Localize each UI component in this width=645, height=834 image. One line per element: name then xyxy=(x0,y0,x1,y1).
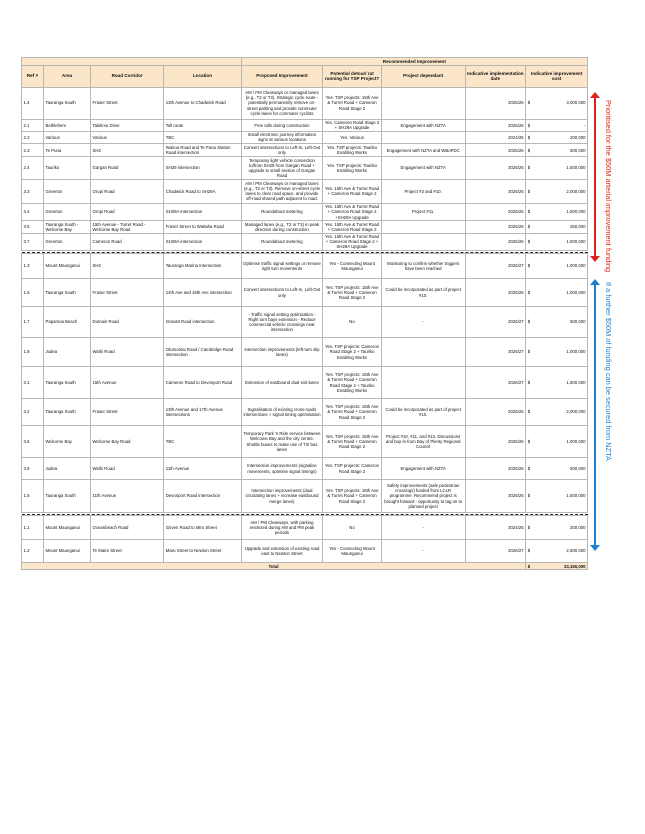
cell-ref: 1.2 xyxy=(22,540,44,563)
dashed-line xyxy=(22,513,588,516)
cell-detour: No xyxy=(323,516,382,540)
cell-date: 2025/26 xyxy=(465,119,526,131)
currency-symbol: $ xyxy=(527,438,531,444)
currency-symbol: $ xyxy=(527,224,531,230)
cost-value: 1,500,000 xyxy=(566,165,586,171)
cell-location: Girven Road to Miro Street xyxy=(164,516,241,540)
cell-location: Toll route xyxy=(164,119,241,131)
table-row xyxy=(22,540,588,563)
cell-detour: Yes. TSP projects: Tauriko Enabling Works xyxy=(323,144,382,157)
table-row xyxy=(22,119,588,131)
cell-area: Judea xyxy=(43,458,90,480)
table-row xyxy=(22,279,588,307)
cell-area: Greerton xyxy=(43,233,90,250)
cell-area: Tauranga South xyxy=(43,367,90,399)
cell-road-corridor: Gargan Road xyxy=(91,157,164,180)
cell-area: Bethlehem xyxy=(43,119,90,131)
table-row xyxy=(22,338,588,367)
cell-area: Mount Maunganui xyxy=(43,254,90,279)
cell-dependant xyxy=(381,367,465,399)
arrow-head-down-icon xyxy=(590,256,600,262)
cell-date: 2026/27 xyxy=(465,338,526,367)
cost-value: 2,000,000 xyxy=(566,409,586,415)
currency-symbol: $ xyxy=(527,349,531,355)
table-row xyxy=(22,131,588,143)
cell-cost xyxy=(526,119,588,131)
arrow-shaft xyxy=(594,284,596,546)
table-row xyxy=(22,203,588,220)
cell-ref: 3.8 xyxy=(22,458,44,480)
table-row xyxy=(22,516,588,540)
cell-road-corridor: 11th Avenue xyxy=(91,480,164,513)
cell-location: 13th Avenue and 17th Avenue intersections xyxy=(164,399,241,426)
arrow-head-down-icon xyxy=(590,545,600,551)
table-row xyxy=(22,87,588,119)
table-row xyxy=(22,480,588,513)
col-impl-date: Indicative implementation date xyxy=(465,65,526,87)
currency-symbol: $ xyxy=(527,165,531,171)
currency-symbol: $ xyxy=(527,147,531,153)
cell-ref: 1.5 xyxy=(22,480,44,513)
cell-proposed: Intersection improvements (left-turn slip lanes) xyxy=(241,338,323,367)
cell-date: 2025/26 xyxy=(465,179,526,203)
cell-proposed: Intersection improvements (signalise movements, optimise signal timings) xyxy=(241,458,323,480)
cell-ref: 3.2 xyxy=(22,399,44,426)
cell-date: 2024/25 xyxy=(465,516,526,540)
cell-road-corridor: Welcome Bay Road xyxy=(91,426,164,458)
cell-location: Chadwick Road to SH29A xyxy=(164,179,241,203)
cell-ref: 2.2 xyxy=(22,131,44,143)
cell-cost xyxy=(526,87,588,119)
cell-detour: Yes. TSP projects: 15th Ave & Turret Road + Cameron Road Stage 2 xyxy=(323,399,382,426)
currency-symbol: $ xyxy=(527,134,531,140)
cell-detour: Yes. 15th Ave & Turret Road + Cameron Road Stage 2 xyxy=(323,221,382,233)
cost-value: 1,500,000 xyxy=(566,209,586,215)
cell-detour: Yes. TSP projects: 15th Ave & Turret Road + Cameron Road Stage 2 + Tauriko Enabling Works xyxy=(323,367,382,399)
cell-ref: 3.3 xyxy=(22,179,44,203)
cell-road-corridor: Various xyxy=(91,131,164,143)
cell-proposed: Upgrade and extension of existing road east to Newton Street xyxy=(241,540,323,563)
cell-cost xyxy=(526,540,588,563)
cell-location: TBC xyxy=(164,426,241,458)
arrow-shaft xyxy=(594,97,596,257)
cell-dependant: Engagement with NZTA xyxy=(381,458,465,480)
currency-symbol: $ xyxy=(527,289,531,295)
cell-road-corridor: Oceanbeach Road xyxy=(91,516,164,540)
cell-cost xyxy=(526,254,588,279)
cell-road-corridor: Oropi Road xyxy=(91,179,164,203)
currency-symbol: $ xyxy=(527,548,531,554)
cell-location: 13th Avenue to Chadwick Road xyxy=(164,87,241,119)
table-row xyxy=(22,458,588,480)
col-detour: Potential detour/ rat running for TSP Project? xyxy=(323,65,382,87)
cell-road-corridor: 15th Avenue xyxy=(91,367,164,399)
cost-value: 2,500,000 xyxy=(566,548,586,554)
cell-cost xyxy=(526,144,588,157)
cell-location: 14th Ave and 16th Ave intersection xyxy=(164,279,241,307)
col-location: Location xyxy=(164,65,241,87)
cell-road-corridor: Domain Road xyxy=(91,307,164,338)
improvement-table-document xyxy=(21,57,588,570)
cell-date: 2025/26 xyxy=(465,157,526,180)
cell-detour: Yes - Connecting Mount Maunganui xyxy=(323,540,382,563)
cell-dependant: Could be incorporated as part of project #10. xyxy=(381,279,465,307)
table-row xyxy=(22,399,588,426)
cell-area: Papamoa Beach xyxy=(43,307,90,338)
cell-road-corridor: Takitimu Drive xyxy=(91,119,164,131)
cell-dependant xyxy=(381,233,465,250)
cost-value: 3,000,000 xyxy=(566,100,586,106)
cell-proposed: AM / PM Clearways, with parking restricted during AM and PM peak periods xyxy=(241,516,323,540)
side-note-priority: Prioritised for the $50M arterial improvement funding xyxy=(604,100,613,273)
cell-dependant: Engagement with NZTA xyxy=(381,157,465,180)
cell-area: Tauriko xyxy=(43,157,90,180)
cell-detour: Yes. TSP projects: Cameron Road Stage 2 xyxy=(323,458,382,480)
cell-cost xyxy=(526,426,588,458)
cell-location: TBC xyxy=(164,131,241,143)
col-proposed: Proposed Improvement xyxy=(241,65,323,87)
cell-road-corridor: Cameron Road xyxy=(91,233,164,250)
cell-dependant: Monitoring to confirm whether triggers have been reached xyxy=(381,254,465,279)
col-ref: Ref # xyxy=(22,65,44,87)
cell-location: 11th Avenue xyxy=(164,458,241,480)
cell-date: 2025/26 xyxy=(465,203,526,220)
cell-road-corridor: Waihi Road xyxy=(91,338,164,367)
cell-proposed: - Traffic signal setting optimisation - Right turn bays extension - Reduce commercial vehicle crossings near intersection xyxy=(241,307,323,338)
cell-detour: Yes. 15th Ave & Turret Road + Cameron Road Stage 2 xyxy=(323,179,382,203)
cell-detour: Yes. TSP projects: 15th Ave & Turret Road + Cameron Road Stage 2 xyxy=(323,87,382,119)
col-area: Area xyxy=(43,65,90,87)
col-cost: Indicative improvement cost xyxy=(526,65,588,87)
col-road-corridor: Road Corridor xyxy=(91,65,164,87)
cost-value: 1,500,000 xyxy=(566,379,586,385)
cell-cost xyxy=(526,233,588,250)
currency-symbol: $ xyxy=(527,319,531,325)
cell-road-corridor: Fraser Street xyxy=(91,399,164,426)
top-range-arrow xyxy=(590,92,600,262)
currency-symbol: $ xyxy=(527,493,531,499)
table-row xyxy=(22,254,588,279)
cell-road-corridor: Te Maire Street xyxy=(91,540,164,563)
currency-symbol: $ xyxy=(527,263,531,269)
cell-cost xyxy=(526,338,588,367)
cell-date: 2026/27 xyxy=(465,254,526,279)
cell-location: SH29A intersection xyxy=(164,233,241,250)
cell-proposed: Temporary light vehicle connection to/from SH29 from Gargan Road + upgrade to small section of Gargan Road xyxy=(241,157,323,180)
cell-location: Tauranga Marina Intersection xyxy=(164,254,241,279)
table-row xyxy=(22,221,588,233)
cell-date: 2026/27 xyxy=(465,367,526,399)
cell-area: Tauranga South - Welcome Bay xyxy=(43,221,90,233)
cell-dependant xyxy=(381,221,465,233)
cost-value: 1,000,000 xyxy=(566,438,586,444)
cell-detour: Yes. TSP projects: Cameron Road Stage 2 + Tauriko Enabling Works xyxy=(323,338,382,367)
cell-cost xyxy=(526,279,588,307)
cost-value: 1,000,000 xyxy=(566,349,586,355)
cost-value: - xyxy=(584,122,586,128)
cell-proposed: Intersection improvements (dual circulating lanes + increase eastbound merge lanes) xyxy=(241,480,323,513)
side-note-further-funding: If a further $50M of funding can be secured from NZTA xyxy=(604,282,613,461)
cell-detour: Yes. TSP projects: 15th Ave & Turret Road + Cameron Road Stage 2 xyxy=(323,480,382,513)
cell-cost xyxy=(526,131,588,143)
cell-date: 2025/26 xyxy=(465,87,526,119)
cell-road-corridor: SH2 xyxy=(91,144,164,157)
cell-dependant: Engagement with NZTA and WBoPDC xyxy=(381,144,465,157)
cell-area: Greerton xyxy=(43,179,90,203)
cell-date: 2025/26 xyxy=(465,233,526,250)
cell-location: Fraser Street to Waitaha Road xyxy=(164,221,241,233)
cost-value: 500,000 xyxy=(569,319,586,325)
improvement-table xyxy=(21,57,588,570)
cell-proposed: Convert intersections to Left-In, Left-Out only xyxy=(241,144,323,157)
cell-area: Welcome Bay xyxy=(43,426,90,458)
cell-area: Tauranga South xyxy=(43,87,90,119)
cell-proposed: Optimise traffic signal settings or remove right turn movements xyxy=(241,254,323,279)
total-label: Total xyxy=(22,563,526,570)
cost-value: 1,000,000 xyxy=(566,263,586,269)
cell-road-corridor: SH2 xyxy=(91,254,164,279)
cell-area: Tauranga South xyxy=(43,480,90,513)
cost-value: 1,500,000 xyxy=(566,239,586,245)
cell-detour: Yes. TSP projects: Tauriko Enabling Works xyxy=(323,157,382,180)
cell-proposed: Temporary Park 'n Ride service between Welcome Bay and the city centre. Shuttle buses to make use of T3/ bus lanes xyxy=(241,426,323,458)
cell-area: Tauranga South xyxy=(43,279,90,307)
cell-detour: Yes - Connecting Mount Maunganui xyxy=(323,254,382,279)
cell-cost xyxy=(526,563,588,570)
cell-ref: 2.4 xyxy=(22,157,44,180)
cell-ref: 2.3 xyxy=(22,144,44,157)
cell-detour: Yes. Various xyxy=(323,131,382,143)
cell-cost xyxy=(526,516,588,540)
cell-date: 2025/26 xyxy=(465,426,526,458)
currency-symbol: $ xyxy=(527,524,531,530)
cell-ref: 1.3 xyxy=(22,254,44,279)
cell-road-corridor: 15th Avenue - Turret Road - Welcome Bay Road xyxy=(91,221,164,233)
header-blank xyxy=(22,58,242,66)
cell-road-corridor: Fraser Street xyxy=(91,279,164,307)
cell-location: Cameron Road to Devonport Road xyxy=(164,367,241,399)
cell-proposed: Convert intersections to Left-In, Left-Out only xyxy=(241,279,323,307)
cell-road-corridor: Waihi Road xyxy=(91,458,164,480)
col-dependant: Project dependant xyxy=(381,65,465,87)
cell-cost xyxy=(526,179,588,203)
currency-symbol: $ xyxy=(527,563,531,569)
cell-area: Judea xyxy=(43,338,90,367)
cell-date: 2025/26 xyxy=(465,279,526,307)
cell-detour: No xyxy=(323,307,382,338)
cell-ref: 3.7 xyxy=(22,233,44,250)
total-row xyxy=(22,563,588,570)
cell-location: Gravatt Road intersection xyxy=(164,307,241,338)
cost-value: 2,000,000 xyxy=(566,188,586,194)
dashed-line xyxy=(22,251,588,254)
cell-proposed: AM / PM Clearways or managed lanes (e.g., T2 or T3). Strategic cycle route - potentially permanently remove on-street parking and provide commuter cycle lanes for commuter cyclists xyxy=(241,87,323,119)
cell-cost xyxy=(526,307,588,338)
cell-date: 2024/25 xyxy=(465,131,526,143)
dashed-separator xyxy=(22,251,588,254)
cost-value: 500,000 xyxy=(569,147,586,153)
cell-area: Various xyxy=(43,131,90,143)
cell-ref: 1.4 xyxy=(22,87,44,119)
header-group-label: Recommended Improvement xyxy=(241,58,587,66)
table-body xyxy=(22,87,588,570)
cell-area: Greerton xyxy=(43,203,90,220)
cell-date: 2026/27 xyxy=(465,307,526,338)
cell-date: 2025/26 xyxy=(465,221,526,233)
currency-symbol: $ xyxy=(527,409,531,415)
cell-dependant: - xyxy=(381,516,465,540)
cell-location: Otumoetai Road / Cambridge Road intersection xyxy=(164,338,241,367)
currency-symbol: $ xyxy=(527,100,531,106)
cell-detour: Yes. 15th Ave & Turret Road + Cameron Road Stage 2 +SH29A Upgrade xyxy=(323,203,382,220)
cell-area: Te Puna xyxy=(43,144,90,157)
cell-proposed: Roundabout metering xyxy=(241,203,323,220)
cell-dependant: Project #3 and #10. xyxy=(381,179,465,203)
cell-proposed: Signalisation of existing cross-roads intersections + signal timing optimisation xyxy=(241,399,323,426)
cell-date: 2026/27 xyxy=(465,540,526,563)
cost-value: 500,000 xyxy=(569,465,586,471)
cell-detour: Yes. TSP projects: 15th Ave & Turret Road + Cameron Road Stage 2 xyxy=(323,279,382,307)
cell-ref: 1.8 xyxy=(22,338,44,367)
cell-dependant: Safety improvements (safe pedestrian crossings) funded from LCLR programme. Recommend project is brought forward - opportunity to tag on to planned project xyxy=(381,480,465,513)
cost-value: 200,000 xyxy=(569,524,586,530)
cell-area: Tauranga South xyxy=(43,399,90,426)
currency-symbol: $ xyxy=(527,122,531,128)
cell-location: Devonport Road intersection xyxy=(164,480,241,513)
table-row xyxy=(22,157,588,180)
cell-ref: 1.1 xyxy=(22,516,44,540)
cell-ref: 2.1 xyxy=(22,119,44,131)
currency-symbol: $ xyxy=(527,239,531,245)
cell-date: 2025/26 xyxy=(465,399,526,426)
cell-ref: 3.1 xyxy=(22,367,44,399)
cell-ref: 1.6 xyxy=(22,279,44,307)
cell-road-corridor: Oropi Road xyxy=(91,203,164,220)
cell-ref: 3.6 xyxy=(22,426,44,458)
table-row xyxy=(22,233,588,250)
cell-ref: 3.5 xyxy=(22,221,44,233)
cell-location: Maru Street to Newton Street xyxy=(164,540,241,563)
cell-cost xyxy=(526,367,588,399)
currency-symbol: $ xyxy=(527,379,531,385)
table-row xyxy=(22,367,588,399)
cell-cost xyxy=(526,458,588,480)
cost-value: 200,000 xyxy=(569,134,586,140)
cost-value: 1,000,000 xyxy=(566,289,586,295)
cell-dependant: - xyxy=(381,540,465,563)
cell-detour: Yes. Cameron Road Stage 2 + SH29A Upgrade xyxy=(323,119,382,131)
cell-dependant xyxy=(381,87,465,119)
cell-location: Wairoa Road and Te Puna Station Road intersection xyxy=(164,144,241,157)
cell-ref: 3.4 xyxy=(22,203,44,220)
cost-value: 23,150,000 xyxy=(563,563,586,569)
currency-symbol: $ xyxy=(527,188,531,194)
cell-location: SH29 intersection xyxy=(164,157,241,180)
cell-area: Mount Maunganui xyxy=(43,540,90,563)
currency-symbol: $ xyxy=(527,465,531,471)
cell-cost xyxy=(526,221,588,233)
cell-cost xyxy=(526,203,588,220)
cell-detour: Yes. TSP projects: 15th Ave & Turret Road + Cameron Road Stage 2 xyxy=(323,426,382,458)
cell-dependant: - xyxy=(381,307,465,338)
cell-ref: 1.7 xyxy=(22,307,44,338)
currency-symbol: $ xyxy=(527,209,531,215)
cost-value: 1,500,000 xyxy=(566,493,586,499)
cell-proposed: Roundabout metering xyxy=(241,233,323,250)
cell-dependant: Project #10, #11, and #13. Discussions and buy-in from Bay of Plenty Regional Council xyxy=(381,426,465,458)
cost-value: 250,000 xyxy=(569,224,586,230)
table-row xyxy=(22,144,588,157)
cell-dependant: Engagement with NZTA xyxy=(381,119,465,131)
cell-date: 2025/26 xyxy=(465,458,526,480)
cell-proposed: Free tolls during construction xyxy=(241,119,323,131)
dashed-separator xyxy=(22,513,588,516)
cell-detour: Yes. 15th Ave & Turret Road + Cameron Road Stage 2 + SH29A Upgrade xyxy=(323,233,382,250)
cell-dependant xyxy=(381,131,465,143)
cell-dependant xyxy=(381,338,465,367)
cell-dependant: Project #11. xyxy=(381,203,465,220)
cell-proposed: AM / PM Clearways or managed lanes (e.g., T2 or T3). Remove on-street cycle lanes to clear road space, and provide off-road shared path adjacent to road. xyxy=(241,179,323,203)
cell-cost xyxy=(526,399,588,426)
cell-proposed: Managed lanes (e.g., T2 or T3) in peak direction during construction xyxy=(241,221,323,233)
cell-date: 2025/26 xyxy=(465,480,526,513)
table-row xyxy=(22,426,588,458)
table-row xyxy=(22,307,588,338)
cell-cost xyxy=(526,157,588,180)
cell-date: 2025/26 xyxy=(465,144,526,157)
cell-location: SH29A intersection xyxy=(164,203,241,220)
bottom-range-arrow xyxy=(590,279,600,551)
cell-proposed: Install electronic journey information signs at various locations xyxy=(241,131,323,143)
cell-area: Mount Maunganui xyxy=(43,516,90,540)
table-row xyxy=(22,179,588,203)
cell-road-corridor: Fraser Street xyxy=(91,87,164,119)
cell-dependant: Could be incorporated as part of project #10. xyxy=(381,399,465,426)
cell-cost xyxy=(526,480,588,513)
cell-proposed: Extension of eastbound dual exit lanes xyxy=(241,367,323,399)
